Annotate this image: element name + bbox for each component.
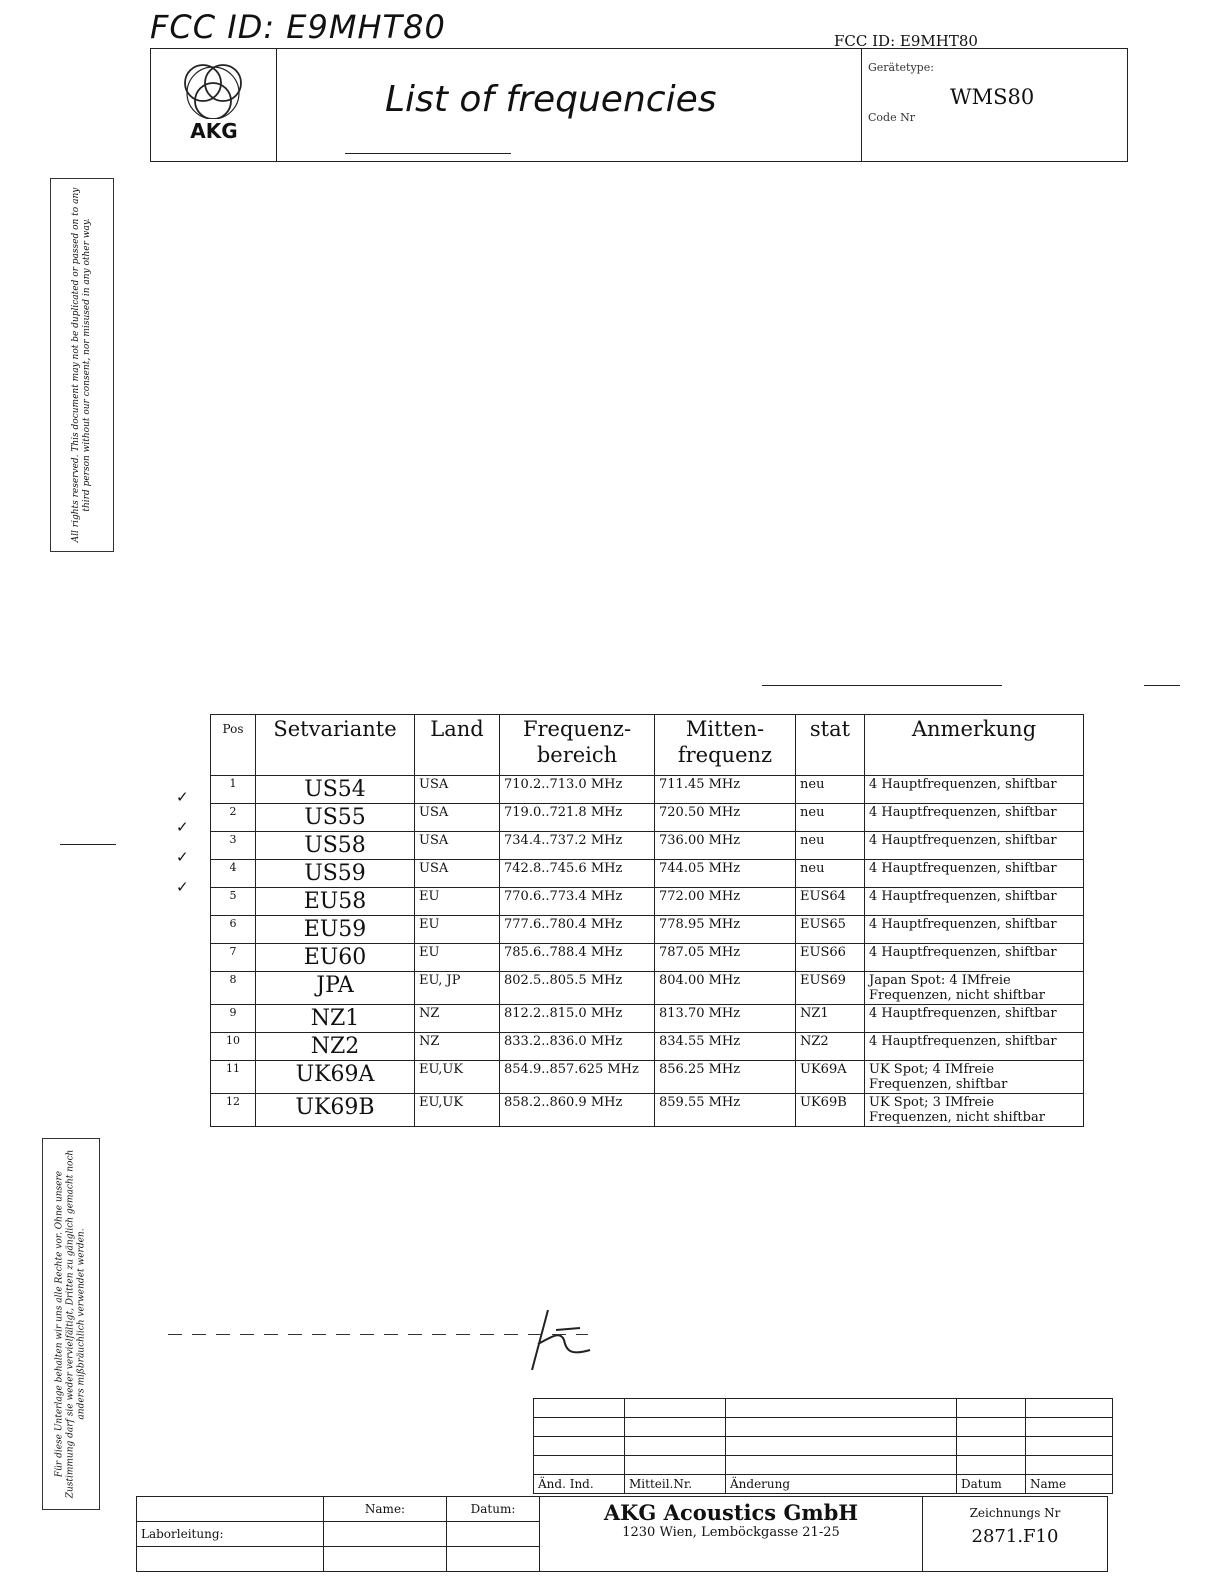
table-row [211, 832, 1084, 860]
cell-anmerkung: 4 Hauptfrequenzen, shiftbar [865, 832, 1084, 860]
cell-land: USA [415, 776, 500, 804]
divider [1144, 685, 1180, 686]
cell-pos: 7 [211, 944, 256, 972]
label-aend-ind: Änd. Ind. [534, 1475, 625, 1494]
table-row [211, 1033, 1084, 1061]
table-row [534, 1418, 1113, 1437]
row-laborleitung: Laborleitung: [137, 1522, 324, 1547]
cell-pos: 12 [211, 1094, 256, 1127]
signature-line [168, 1334, 588, 1335]
row-check-mark: ✓ [176, 878, 189, 896]
cell-stat: EUS65 [796, 916, 865, 944]
cell-pos: 5 [211, 888, 256, 916]
cell-land: USA [415, 860, 500, 888]
cell-pos: 6 [211, 916, 256, 944]
frequency-table [210, 714, 1084, 1127]
table-row [534, 1399, 1113, 1418]
cell-pos: 2 [211, 804, 256, 832]
cell-land: NZ [415, 1033, 500, 1061]
cell-land: EU [415, 888, 500, 916]
side-note-top-text: All rights reserved. This document may not be duplicated or passed on to any third person without our consent, nor misused in any other way. [71, 187, 92, 543]
cell-mittenfrequenz: 736.00 MHz [655, 832, 796, 860]
zeichnungs-label: Zeichnungs Nr [969, 1506, 1061, 1520]
header-frequenzbereich: Frequenz- bereich [500, 715, 655, 776]
table-row [211, 860, 1084, 888]
company-cell [540, 1497, 923, 1572]
header-mittenfrequenz: Mitten- frequenz [655, 715, 796, 776]
row-check-mark: ✓ [176, 818, 189, 836]
cell-setvariante: EU58 [256, 888, 415, 916]
cell-mittenfrequenz: 834.55 MHz [655, 1033, 796, 1061]
table-row [211, 916, 1084, 944]
cell-mittenfrequenz: 804.00 MHz [655, 972, 796, 1005]
cell-setvariante: US55 [256, 804, 415, 832]
table-row [211, 1061, 1084, 1094]
cell-mittenfrequenz: 787.05 MHz [655, 944, 796, 972]
cell-setvariante: US54 [256, 776, 415, 804]
table-row [211, 804, 1084, 832]
cell-land: EU,UK [415, 1094, 500, 1127]
cell-stat: NZ1 [796, 1005, 865, 1033]
cell-anmerkung: 4 Hauptfrequenzen, shiftbar [865, 804, 1084, 832]
cell-frequenzbereich: 710.2..713.0 MHz [500, 776, 655, 804]
cell-anmerkung: 4 Hauptfrequenzen, shiftbar [865, 944, 1084, 972]
cell-anmerkung: Japan Spot: 4 IMfreie Frequenzen, nicht shiftbar [865, 972, 1084, 1005]
cell-land: EU, JP [415, 972, 500, 1005]
table-header-row [211, 715, 1084, 776]
drawing-number-cell [923, 1497, 1108, 1572]
side-note-bottom-text: Für diese Unterlage behalten wir uns alle Rechte vor. Ohne unsere Zustimmung darf sie weder vervielfältigt, Dritten zu gänglich gemacht noch anders mißbräuchlich verwendet werden. [54, 1149, 87, 1499]
table-row [534, 1456, 1113, 1475]
cell-setvariante: NZ1 [256, 1005, 415, 1033]
cell-frequenzbereich: 742.8..745.6 MHz [500, 860, 655, 888]
cell-anmerkung: 4 Hauptfrequenzen, shiftbar [865, 1005, 1084, 1033]
table-row [211, 972, 1084, 1005]
cell-frequenzbereich: 734.4..737.2 MHz [500, 832, 655, 860]
printed-fcc-id: FCC ID: E9MHT80 [834, 32, 978, 50]
label-name: Name [1026, 1475, 1113, 1494]
cell-land: EU [415, 944, 500, 972]
title-cell [277, 49, 862, 161]
side-note-bottom [42, 1138, 100, 1510]
col-datum: Datum: [447, 1497, 540, 1522]
cell-stat: EUS64 [796, 888, 865, 916]
cell-stat: EUS69 [796, 972, 865, 1005]
zeichnungs-value: 2871.F10 [971, 1526, 1059, 1547]
table-row [211, 1094, 1084, 1127]
table-row [534, 1437, 1113, 1456]
handwritten-fcc-id: FCC ID: E9MHT80 [150, 8, 446, 46]
change-table [533, 1398, 1113, 1494]
signature [520, 1300, 620, 1380]
cell-land: USA [415, 832, 500, 860]
header-pos: Pos [211, 715, 256, 776]
cell-stat: NZ2 [796, 1033, 865, 1061]
cell-stat: EUS66 [796, 944, 865, 972]
cell-setvariante: US58 [256, 832, 415, 860]
table-row [211, 944, 1084, 972]
cell-mittenfrequenz: 856.25 MHz [655, 1061, 796, 1094]
cell-mittenfrequenz: 720.50 MHz [655, 804, 796, 832]
header-anmerkung: Anmerkung [865, 715, 1084, 776]
cell-mittenfrequenz: 859.55 MHz [655, 1094, 796, 1127]
cell-pos: 4 [211, 860, 256, 888]
cell-frequenzbereich: 770.6..773.4 MHz [500, 888, 655, 916]
change-label-row [534, 1475, 1113, 1494]
divider [762, 685, 1002, 686]
cell-anmerkung: 4 Hauptfrequenzen, shiftbar [865, 888, 1084, 916]
col-name: Name: [324, 1497, 447, 1522]
cell-stat: neu [796, 832, 865, 860]
type-cell [862, 49, 1127, 161]
cell-anmerkung: 4 Hauptfrequenzen, shiftbar [865, 916, 1084, 944]
label-mitteil-nr: Mitteil.Nr. [625, 1475, 726, 1494]
cell-pos: 10 [211, 1033, 256, 1061]
cell-setvariante: EU59 [256, 916, 415, 944]
table-row [211, 776, 1084, 804]
row-check-mark: ✓ [176, 788, 189, 806]
cell-setvariante: EU60 [256, 944, 415, 972]
label-datum: Datum [957, 1475, 1026, 1494]
cell-stat: neu [796, 804, 865, 832]
cell-stat: UK69A [796, 1061, 865, 1094]
company-name: AKG Acoustics GmbH [603, 1500, 859, 1525]
cell-mittenfrequenz: 744.05 MHz [655, 860, 796, 888]
cell-mittenfrequenz: 813.70 MHz [655, 1005, 796, 1033]
cell-stat: neu [796, 860, 865, 888]
cell-land: EU [415, 916, 500, 944]
logo-cell [151, 49, 277, 161]
cell-mittenfrequenz: 711.45 MHz [655, 776, 796, 804]
akg-logo-icon [151, 49, 276, 161]
cell-frequenzbereich: 812.2..815.0 MHz [500, 1005, 655, 1033]
cell-stat: UK69B [796, 1094, 865, 1127]
header-stat: stat [796, 715, 865, 776]
cell-land: NZ [415, 1005, 500, 1033]
header-setvariante: Setvariante [256, 715, 415, 776]
title-underline [345, 153, 511, 154]
cell-anmerkung: 4 Hauptfrequenzen, shiftbar [865, 860, 1084, 888]
cell-frequenzbereich: 719.0..721.8 MHz [500, 804, 655, 832]
cell-pos: 11 [211, 1061, 256, 1094]
cell-anmerkung: UK Spot; 3 IMfreie Frequenzen, nicht shiftbar [865, 1094, 1084, 1127]
cell-anmerkung: 4 Hauptfrequenzen, shiftbar [865, 1033, 1084, 1061]
logo-text: AKG [179, 119, 249, 143]
divider [60, 844, 116, 845]
cell-land: EU,UK [415, 1061, 500, 1094]
cell-frequenzbereich: 785.6..788.4 MHz [500, 944, 655, 972]
cell-frequenzbereich: 777.6..780.4 MHz [500, 916, 655, 944]
cell-stat: neu [796, 776, 865, 804]
cell-land: USA [415, 804, 500, 832]
cell-frequenzbereich: 858.2..860.9 MHz [500, 1094, 655, 1127]
cell-setvariante: UK69B [256, 1094, 415, 1127]
header-box [150, 48, 1128, 162]
cell-setvariante: NZ2 [256, 1033, 415, 1061]
company-address: 1230 Wien, Lemböckgasse 21-25 [622, 1525, 840, 1540]
geraetetype-value: WMS80 [950, 85, 1035, 109]
cell-pos: 3 [211, 832, 256, 860]
cell-frequenzbereich: 854.9..857.625 MHz [500, 1061, 655, 1094]
cell-frequenzbereich: 833.2..836.0 MHz [500, 1033, 655, 1061]
cell-pos: 1 [211, 776, 256, 804]
cell-pos: 9 [211, 1005, 256, 1033]
label-aenderung: Änderung [726, 1475, 957, 1494]
row-check-mark: ✓ [176, 848, 189, 866]
cell-anmerkung: 4 Hauptfrequenzen, shiftbar [865, 776, 1084, 804]
cell-mittenfrequenz: 772.00 MHz [655, 888, 796, 916]
header-land: Land [415, 715, 500, 776]
side-note-top [50, 178, 114, 552]
cell-setvariante: US59 [256, 860, 415, 888]
table-row [211, 1005, 1084, 1033]
table-row [211, 888, 1084, 916]
cell-frequenzbereich: 802.5..805.5 MHz [500, 972, 655, 1005]
table-row [137, 1497, 1108, 1522]
title-block [136, 1496, 1108, 1572]
page-title: List of frequencies [385, 79, 717, 120]
cell-setvariante: JPA [256, 972, 415, 1005]
cell-pos: 8 [211, 972, 256, 1005]
code-nr-label: Code Nr [868, 111, 915, 124]
cell-anmerkung: UK Spot; 4 IMfreie Frequenzen, shiftbar [865, 1061, 1084, 1094]
cell-setvariante: UK69A [256, 1061, 415, 1094]
geraetetype-label: Gerätetype: [868, 61, 934, 74]
cell-mittenfrequenz: 778.95 MHz [655, 916, 796, 944]
